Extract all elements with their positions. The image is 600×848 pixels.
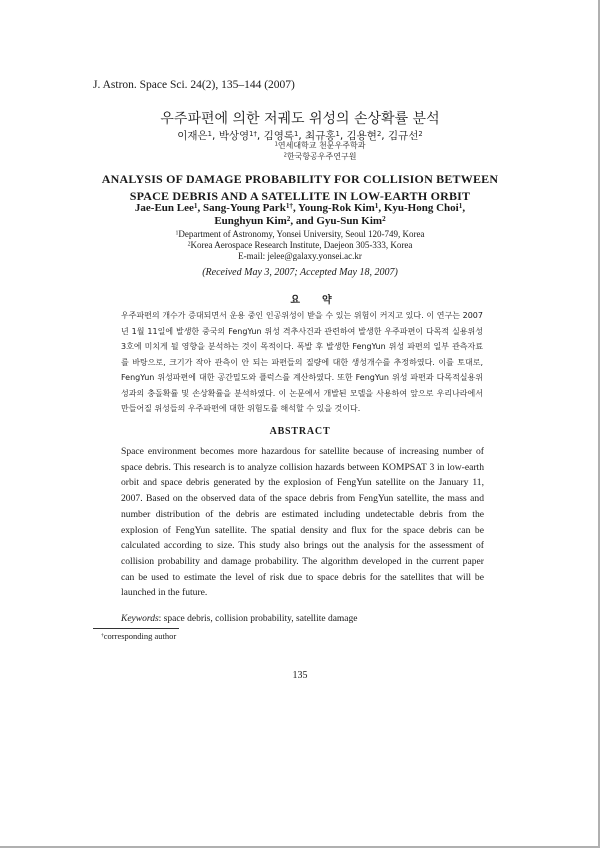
korean-title: 우주파편에 의한 저궤도 위성의 손상확률 분석 (160, 111, 440, 127)
author: 박상영$^{1\dagger}$ (218, 129, 257, 142)
korean-abstract-heading: 요약 (290, 295, 354, 306)
author: 김용현$^2$ (346, 129, 382, 142)
korean-authors: 이재은$^1$, 박상영$^{1\dagger}$, 김영록$^1$, 최규홍$^1$, 김용현$^2$, 김규선$^2$ (177, 129, 423, 142)
footnote-divider (93, 628, 179, 629)
abstract-heading: ABSTRACT (269, 426, 331, 437)
affiliation: $^2$Korea Aerospace Research Institute, Daejeon 305-333, Korea (187, 240, 413, 250)
keywords-label: Keywords (121, 614, 159, 624)
abstract-text: Space environment becomes more hazardous for satellite because of increasing number of space debris. This research is to analyze collision hazards between KOMPSAT 3 in low-earth orbit and space debris generated by the explosion of FengYun satellite on the January 11, 2007. Based on the observed data of the space debris from FengYun satellite, the mass and number distribution of the debris are estimated including undetectable debris from the explosion of FengYun satellite. The spatial density and flux for the space debris can be calculated according to size. This study also brings out the analysis for the assessment of collision probability and damage probability. The algorithm developed in the current paper can be used to estimate the level of risk due to space debris for the satellites that will be launched in the future. (121, 446, 484, 599)
author: 김규선$^2$ (387, 129, 423, 142)
keywords-list: : space debris, collision probability, satellite damage (158, 614, 358, 624)
author: 최규홍$^1$ (305, 129, 340, 142)
email: E-mail: jelee@galaxy.yonsei.ac.kr (238, 251, 362, 261)
korean-abstract-text: 우주파편의 개수가 증대되면서 운용 중인 인공위성이 받을 수 있는 위험이 커지고 있다. 이 연구는 2007년 1월 11일에 발생한 중국의 FengYun 위성 격추사건과 관련하여 발생한 우주파편이 다목적 실용위성 3호에 미치게 될 영향을 분석하는 것이 목적이다. 폭발 후 발생한 FengYun 위성 파편의 일부 관측자료를 바탕으로, 크기가 작아 관측이 안 되는 파편들의 질량에 대한 생성개수를 추정하였다. 이를 토대로, FengYun 위성파편에 대한 공간밀도와 플럭스를 계산하였다. 또한 FengYun 위성 파편과 다목적실용위성과의 충돌확률 및 손상확률을 분석하였다. 이 논문에서 개발된 모델을 사용하여 앞으로 우리나라에서 만들어질 위성들의 우주파편에 대한 위험도를 해석할 수 있을 것이다. (121, 311, 483, 413)
received-dates: (Received May 3, 2007; Accepted May 18, 2007) (202, 267, 398, 278)
english-title: ANALYSIS OF DAMAGE PROBABILITY FOR COLLISION BETWEEN SPACE DEBRIS AND A SATELLITE IN LOW-EARTH ORBIT (101, 172, 499, 203)
english-authors (0, 202, 600, 228)
footnote: †corresponding author (101, 631, 177, 641)
journal-reference: J. Astron. Space Sci. 24(2), 135–144 (2007) (93, 79, 295, 91)
page-number: 135 (292, 670, 308, 681)
korean-affiliation: $^1$연세대학교 천문우주학과 (274, 141, 366, 150)
author-line: Jae-Eun Lee$^1$, Sang-Young Park$^{1\dagger}$, Young-Rok Kim$^1$, Kyu-Hong Choi$^1$, (134, 201, 466, 214)
author: 이재은$^1$ (177, 129, 213, 142)
affiliation: $^1$Department of Astronomy, Yonsei University, Seoul 120-749, Korea (175, 229, 425, 239)
korean-affiliation: $^2$한국항공우주연구원 (283, 152, 357, 161)
english-affiliations (0, 229, 600, 262)
author-line: Eunghyun Kim$^2$, and Gyu-Sun Kim$^2$ (214, 214, 386, 227)
keywords (121, 614, 357, 624)
author: 김영록$^1$ (263, 129, 299, 142)
